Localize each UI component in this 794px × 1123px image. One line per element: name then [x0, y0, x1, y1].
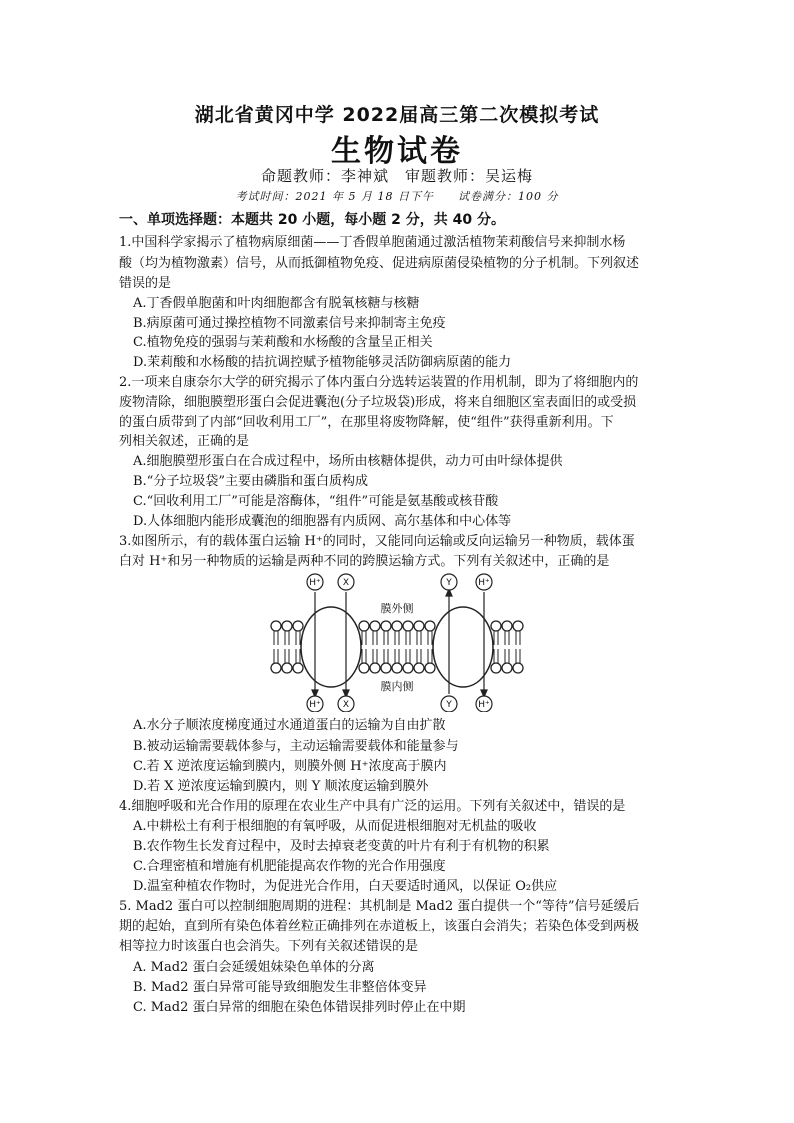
q5-option-a: A. Mad2 蛋白会延缓姐妹染色单体的分离 — [133, 960, 375, 975]
q5-stem-line: 相等拉力时该蛋白也会消失。下列有关叙述错误的是 — [119, 939, 419, 954]
h-ion-label: H⁺ — [478, 578, 490, 588]
q5-stem-line: 5. Mad2 蛋白可以控制细胞周期的进程：其机制是 Mad2 蛋白提供一个“等待”信号延缓后 — [119, 899, 640, 914]
q4-stem-line: 4.细胞呼吸和光合作用的原理在农业生产中具有广泛的运用。下列有关叙述中，错误的是 — [119, 799, 626, 814]
q2-option-c: C.“回收利用工厂”可能是溶酶体，“组件”可能是氨基酸或核苷酸 — [133, 494, 499, 509]
q1-option-c: C.植物免疫的强弱与茉莉酸和水杨酸的含量呈正相关 — [133, 335, 433, 350]
q5-option-b: B. Mad2 蛋白异常可能导致细胞发生非整倍体变异 — [133, 980, 427, 995]
q2-option-b: B.“分子垃圾袋”主要由磷脂和蛋白质构成 — [133, 474, 368, 489]
exam-title: 湖北省黄冈中学 2022届高三第二次模拟考试 — [194, 104, 600, 126]
q3-option-a: A.水分子顺浓度梯度通过水通道蛋白的运输为自由扩散 — [133, 718, 446, 733]
q3-option-c: C.若 X 逆浓度运输到膜内，则膜外侧 H⁺浓度高于膜内 — [133, 759, 447, 774]
q1-option-d: D.茉莉酸和水杨酸的拮抗调控赋予植物能够灵活防御病原菌的能力 — [133, 355, 512, 370]
outside-label: 膜外侧 — [380, 602, 414, 615]
q2-option-a: A.细胞膜塑形蛋白在合成过程中，场所由核糖体提供，动力可由叶绿体提供 — [133, 454, 563, 469]
q4-option-d: D.温室种植农作物时，为促进光合作用，白天要适时通风，以保证 O₂供应 — [133, 879, 558, 894]
q4-option-c: C.合理密植和增施有机肥能提高农作物的光合作用强度 — [133, 859, 446, 874]
q5-option-c: C. Mad2 蛋白异常的细胞在染色体错误排列时停止在中期 — [133, 1000, 466, 1015]
subject-title: 生物试卷 — [331, 134, 463, 169]
h-ion-label: H⁺ — [478, 700, 490, 710]
y-molecule-label: Y — [446, 578, 452, 588]
membrane-transport-diagram — [270, 572, 530, 712]
q5-stem-line: 期的起始，直到所有染色体着丝粒正确排列在赤道板上，该蛋白会消失；若染色体受到两极 — [119, 919, 640, 934]
q2-stem-line: 2.一项来自康奈尔大学的研究揭示了体内蛋白分选转运装置的作用机制，即为了将细胞内的 — [119, 375, 639, 390]
q2-stem-line: 列相关叙述，正确的是 — [119, 434, 250, 449]
x-molecule-label: X — [342, 700, 350, 710]
q1-stem-line: 1.中国科学家揭示了植物病原细菌——丁香假单胞菌通过激活植物茉莉酸信号来抑制水杨 — [119, 235, 626, 250]
q1-option-b: B.病原菌可通过操控植物不同激素信号来抑制寄主免疫 — [133, 316, 446, 331]
carrier-protein-left — [301, 607, 361, 687]
x-molecule-label: X — [342, 578, 350, 588]
q4-option-a: A.中耕松土有利于根细胞的有氧呼吸，从而促进根细胞对无机盐的吸收 — [133, 819, 537, 834]
inside-label: 膜内侧 — [380, 680, 414, 693]
teacher-line: 命题教师：李神斌 审题教师：吴运梅 — [260, 167, 533, 185]
q2-stem-line: 废物清除，细胞膜塑形蛋白会促进囊泡(分子垃圾袋)形成，将来自细胞区室表面旧的或受损 — [119, 395, 637, 410]
q3-stem-line: 白对 H⁺和另一种物质的运输是两种不同的跨膜运输方式。下列有关叙述中，正确的是 — [119, 554, 610, 569]
section-title: 一、单项选择题：本题共 20 小题，每小题 2 分，共 40 分。 — [119, 212, 505, 228]
q2-stem-line: 的蛋白质带到了内部“回收利用工厂”，在那里将废物降解，使“组件”获得重新利用。下 — [119, 415, 614, 430]
h-ion-label: H⁺ — [309, 700, 321, 710]
q3-stem-line: 3.如图所示，有的载体蛋白运输 H⁺的同时，又能同向运输或反向运输另一种物质，载体蛋 — [119, 534, 635, 549]
q2-option-d: D.人体细胞内能形成囊泡的细胞器有内质网、高尔基体和中心体等 — [133, 514, 512, 529]
q4-option-b: B.农作物生长发育过程中，及时去掉衰老变黄的叶片有利于有机物的积累 — [133, 839, 550, 854]
q1-stem-line: 酸（均为植物激素）信号，从而抵御植物免疫、促进病原菌侵染植物的分子机制。下列叙述 — [119, 256, 640, 271]
h-ion-label: H⁺ — [309, 578, 321, 588]
q3-option-d: D.若 X 逆浓度运输到膜内，则 Y 顺浓度运输到膜外 — [133, 779, 429, 794]
q1-stem-line: 错误的是 — [119, 276, 172, 291]
exam-info: 考试时间：2021 年 5 月 18 日下午 试卷满分：100 分 — [235, 190, 559, 203]
q3-option-b: B.被动运输需要载体参与，主动运输需要载体和能量参与 — [133, 739, 459, 754]
y-molecule-label: Y — [446, 700, 452, 710]
q1-option-a: A.丁香假单胞菌和叶肉细胞都含有脱氧核糖与核糖 — [133, 296, 420, 311]
